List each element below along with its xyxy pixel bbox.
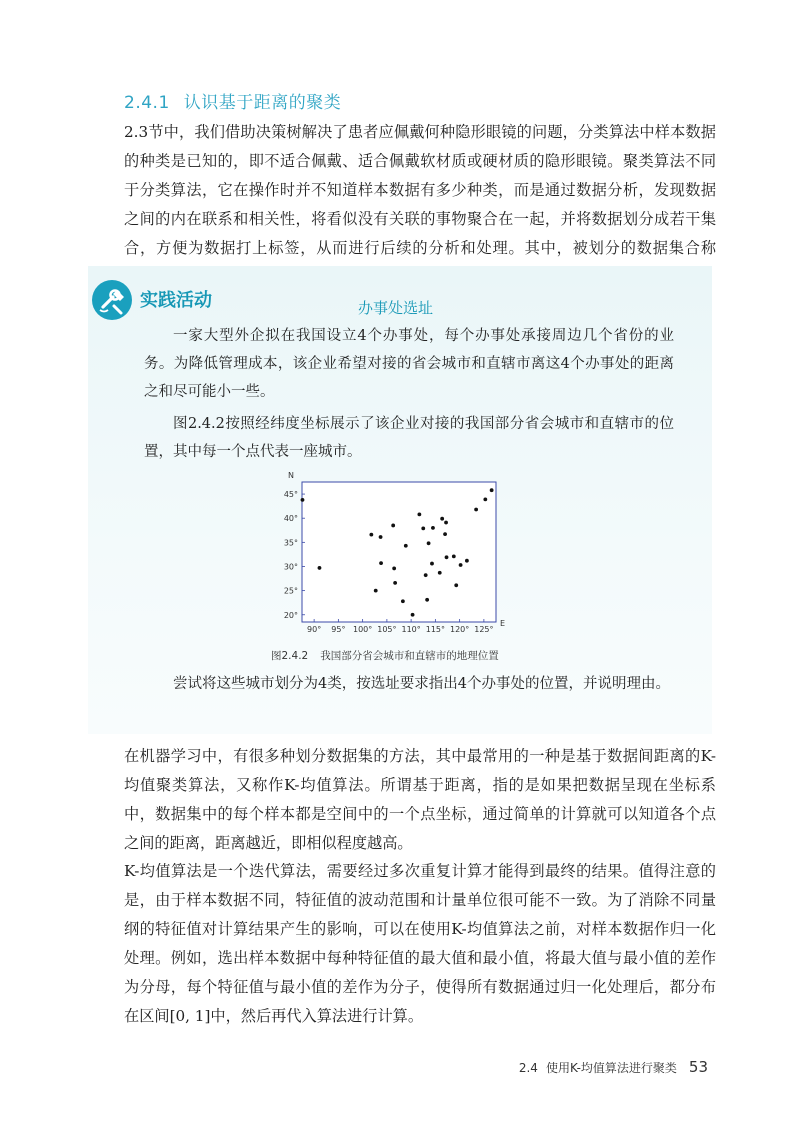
section-heading (124, 88, 341, 113)
city-point (301, 498, 305, 502)
city-point (425, 598, 429, 602)
city-point (401, 599, 405, 603)
city-point (318, 566, 322, 570)
x-tick-label: 100° (352, 625, 373, 634)
city-point (483, 497, 487, 501)
wrench-hammer-icon (92, 280, 132, 320)
y-tick-label: 40° (283, 514, 298, 524)
activity-paragraph-2: 图2.4.2按照经纬度坐标展示了该企业对接的我国部分省会城市和直辖市的位置，其中每一个点代表一座城市。 (144, 416, 674, 460)
city-point (465, 559, 469, 563)
x-tick-label: 125° (474, 625, 494, 634)
page-number: 53 (688, 1058, 708, 1076)
city-point (440, 517, 444, 521)
figure-number: 图2.4.2 (271, 650, 309, 662)
city-point (417, 512, 421, 516)
x-tick-label: 115° (425, 625, 446, 634)
x-tick-label: 120° (449, 625, 470, 634)
scatter-chart (270, 468, 510, 638)
city-point (427, 541, 431, 545)
city-point (490, 488, 494, 492)
city-point (379, 535, 383, 539)
section-number: 2.4.1 (124, 93, 170, 113)
kmeans-paragraph-1: 在机器学习中，有很多种划分数据集的方法，其中最常用的一种是基于数据间距离的K-均值聚类算法，又称作K-均值算法。所谓基于距离，指的是如果把数据呈现在坐标系中，数据集中的每个样本都是空间中的一个点坐标，通过简单的计算就可以知道各个点之间的距离，距离越近，即相似程度越高。 (124, 747, 716, 852)
city-point (421, 526, 425, 530)
city-point (438, 571, 442, 575)
x-tick-label: 110° (401, 625, 421, 634)
city-point (424, 573, 428, 577)
city-point (374, 589, 378, 593)
city-point (404, 544, 408, 548)
activity-subtitle: 办事处选址 (358, 299, 434, 317)
city-point (391, 524, 395, 528)
y-tick-label: 30° (283, 562, 298, 572)
plot-frame (302, 482, 496, 622)
y-tick-label: 35° (283, 538, 298, 548)
y-tick-label: 20° (283, 610, 298, 620)
city-point (459, 563, 463, 567)
footer-chapter-number: 2.4 (518, 1061, 538, 1075)
y-tick-label: 25° (283, 586, 298, 596)
city-point (392, 567, 396, 571)
city-point (393, 581, 397, 585)
footer-chapter-title: 使用K-均值算法进行聚类 (545, 1061, 677, 1075)
page-footer (519, 1058, 708, 1076)
city-point (443, 532, 447, 536)
intro-paragraph: 2.3节中，我们借助决策树解决了患者应佩戴何种隐形眼镜的问题，分类算法中样本数据的种类是已知的，即不适合佩戴、适合佩戴软材质或硬材质的隐形眼镜。聚类算法不同于分类算法，它在操作时并不知道样本数据有多少种类，而是通过数据分析，发现数据之间的内在联系和相关性，将看似没有关联的事物聚合在一起，并将数据划分成若干集合，方便为数据打上标签，从而进行后续的分析和处理。其中，被划分的数据集合称 (124, 123, 716, 257)
x-tick-label: 90° (307, 625, 322, 634)
city-point (411, 613, 415, 617)
y-tick-label: 45° (283, 490, 298, 500)
figure-caption (271, 648, 499, 663)
x-tick-label: 105° (377, 625, 397, 634)
city-point (430, 562, 434, 566)
city-point (369, 533, 373, 537)
x-axis-label: E (500, 619, 506, 628)
city-point (474, 508, 478, 512)
activity-label: 实践活动 (140, 290, 212, 311)
x-tick-label: 95° (331, 625, 346, 634)
y-axis-label: N (288, 471, 294, 480)
city-point (454, 583, 458, 587)
section-title: 认识基于距离的聚类 (183, 93, 342, 113)
city-point (452, 554, 456, 558)
activity-paragraph-3: 尝试将这些城市划分为4类，按选址要求指出4个办事处的位置，并说明理由。 (173, 676, 670, 692)
city-point (431, 526, 435, 530)
city-point (444, 521, 448, 525)
activity-badge (92, 280, 132, 320)
city-point (445, 555, 449, 559)
kmeans-paragraph-2: K-均值算法是一个迭代算法，需要经过多次重复计算才能得到最终的结果。值得注意的是，由于样本数据不同，特征值的波动范围和计量单位很可能不一致。为了消除不同量纲的特征值对计算结果产生的影响，可以在使用K-均值算法之前，对样本数据作归一化处理。例如，选出样本数据中每种特征值的最大值和最小值，将最大值与最小值的差作为分母，每个特征值与最小值的差作为分子，使得所有数据通过归一化处理后，都分布在区间[0, 1]中，然后再代入算法进行计算。 (124, 862, 716, 1025)
scatter-plot-svg (270, 468, 510, 638)
figure-caption-text: 我国部分省会城市和直辖市的地理位置 (320, 650, 499, 662)
activity-paragraph-1: 一家大型外企拟在我国设立4个办事处，每个办事处承接周边几个省份的业务。为降低管理成本，该企业希望对接的省会城市和直辖市离这4个办事处的距离之和尽可能小一些。 (144, 328, 674, 400)
city-point (379, 561, 383, 565)
